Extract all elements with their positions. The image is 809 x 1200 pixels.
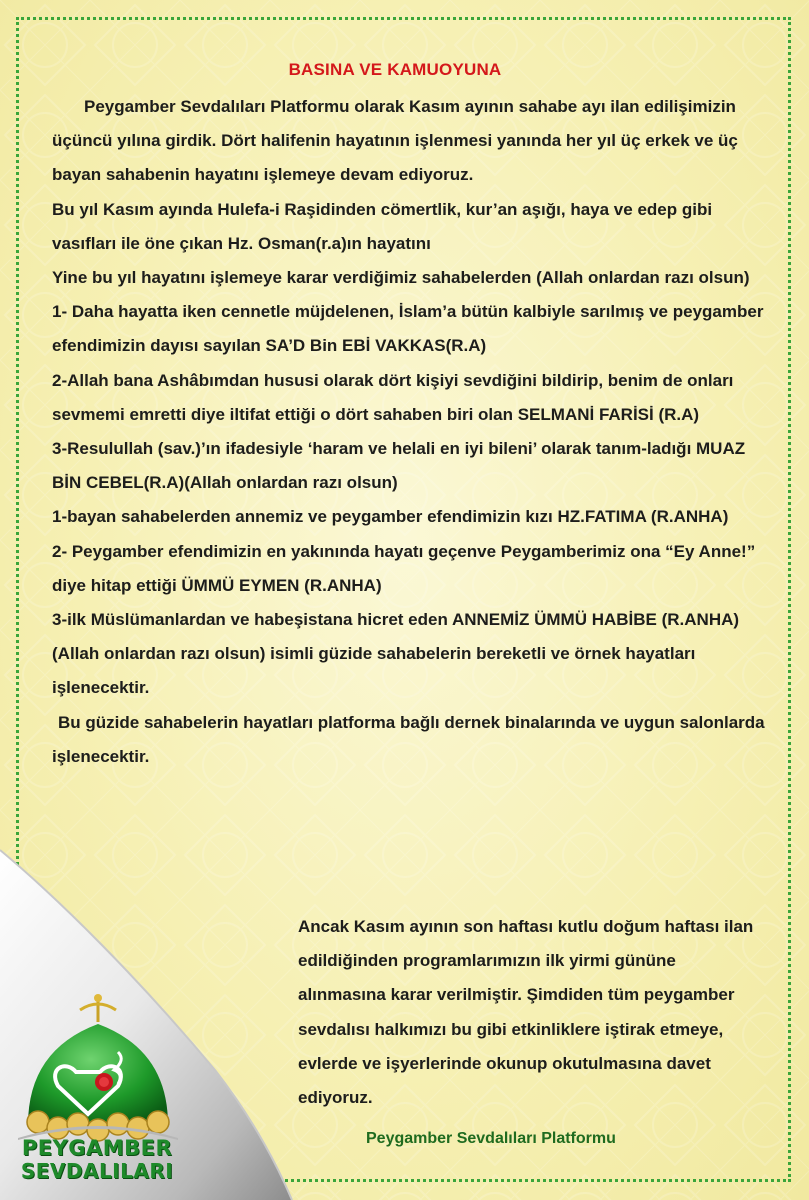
paragraph-sad-bin-ebi-vakkas: 1- Daha hayatta iken cennetle müjdelenen, İslam’a bütün kalbiyle sarılmış ve peygamber efendimizin dayısı sayılan SA’D Bin EBİ VAKKAS(R.A) [52,302,764,356]
paragraph-venues: Bu güzide sahabelerin hayatları platforma bağlı dernek binalarında ve uygun salonlarda işlenecektir. [52,712,765,766]
paragraph-intro: Peygamber Sevdalıları Platformu olarak Kasım ayının sahabe ayı ilan edilişimizin üçüncü yılına girdik. Dört halifenin hayatının işlenmesi yanında her yıl üç erkek ve üç bayan sahabenin hayatını işlemeye devam ediyoruz. [52,97,738,185]
signature: Peygamber Sevdalıları Platformu [366,1130,616,1147]
document-body [52,90,768,774]
paragraph-sahabeler-intro: Yine bu yıl hayatını işlemeye karar verdiğimiz sahabelerden (Allah onlardan razı olsun) [52,268,750,288]
paragraph-muaz-bin-cebel: 3-Resulullah (sav.)’ın ifadesiyle ‘haram ve helali en iyi bileni’ olarak tanım-ladığı MUAZ BİN CEBEL(R.A)(Allah onlardan razı olsun) [52,439,746,493]
document-title: BASINA VE KAMUOYUNA [288,60,502,79]
paragraph-osman: Bu yıl Kasım ayında Hulefa-i Raşidinden cömertlik, kur’an aşığı, haya ve edep gibi vasıfları ile öne çıkan Hz. Osman(r.a)ın hayatını [52,199,713,253]
logo-text-peygamber: PEYGAMBER [21,1136,173,1160]
paragraph-ummu-eymen: 2- Peygamber efendimizin en yakınında hayatı geçenve Peygamberimiz ona “Ey Anne!” diye hitap ettiği ÜMMÜ EYMEN (R.ANHA) [52,541,756,595]
logo-text-sevdalilari: SEVDALILARI [20,1159,174,1183]
paragraph-ummu-habibe: 3-ilk Müslümanlardan ve habeşistana hicret eden ANNEMİZ ÜMMÜ HABİBE (R.ANHA) (Allah onlardan razı olsun) isimli güzide sahabelerin bereketli ve örnek hayatları işlenecektir. [52,610,740,698]
closing-paragraph: Ancak Kasım ayının son haftası kutlu doğum haftası ilan edildiğinden programlarımızın ilk yirmi gününe alınmasına karar verilmiştir. Şimdiden tüm peygamber sevdalısı halkımızı bu gibi etkinliklere iştirak etmeye, evlerde ve işyerlerinde okunup okutulmasına davet ediyoruz. [298,917,754,1108]
paragraph-hz-fatima: 1-bayan sahabelerden annemiz ve peygamber efendimizin kızı HZ.FATIMA (R.ANHA) [52,507,729,527]
paragraph-selmani-farisi: 2-Allah bana Ashâbımdan hususi olarak dört kişiyi sevdiğini bildirip, benim de onları sevmemi emretti diye iltifat ettiği o dört sahaben biri olan SELMANİ FARİSİ (R.A) [52,370,734,424]
